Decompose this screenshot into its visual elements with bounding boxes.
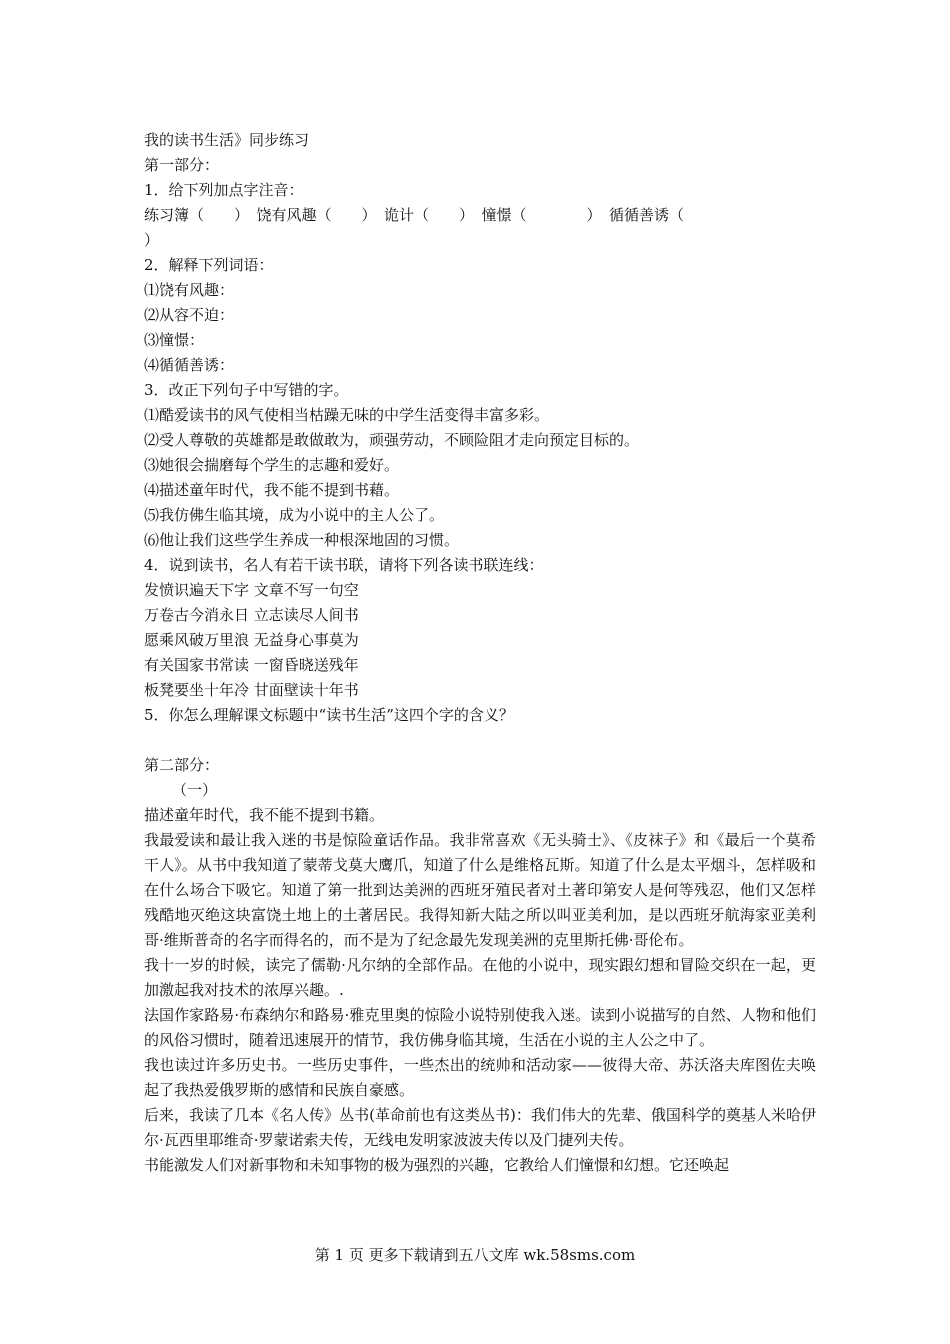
q5-prompt: 5．你怎么理解课文标题中“读书生活”这四个字的含义？	[144, 706, 514, 724]
blank-line	[144, 728, 816, 753]
q4-prompt: 4．说到读书，名人有若干读书联，请将下列各读书联连线：	[144, 556, 544, 574]
section-number: （一）	[172, 781, 218, 799]
reading-paragraph: 描述童年时代，我不能不提到书籍。	[144, 806, 385, 824]
reading-paragraph: 我十一岁的时候，读完了儒勒·凡尔纳的全部作品。在他的小说中，现实跟幻想和冒险交织在一起，更加激起我对技术的浓厚兴趣。.	[144, 956, 816, 999]
document-title: 我的读书生活》同步练习	[144, 131, 310, 149]
part2-heading: 第二部分：	[144, 756, 220, 774]
q2-item: ⑴饶有风趣：	[144, 281, 235, 299]
q3-item: ⑶她很会揣磨每个学生的志趣和爱好。	[144, 456, 400, 474]
q3-item: ⑴酷爱读书的风气使相当枯躁无味的中学生活变得丰富多彩。	[144, 406, 550, 424]
reading-paragraph: 后来，我读了几本《名人传》丛书(革命前也有这类丛书)：我们伟大的先辈、俄国科学的奠基人米哈伊尔·瓦西里耶维奇·罗蒙诺索夫传，无线电发明家波波夫传以及门捷列夫传。	[144, 1106, 816, 1149]
q2-item: ⑵从容不迫：	[144, 306, 235, 324]
q1-prompt: 1．给下列加点字注音：	[144, 181, 304, 199]
q3-item: ⑵受人尊敬的英雄都是敢做敢为，顽强劳动，不顾险阻才走向预定目标的。	[144, 431, 640, 449]
reading-paragraph: 法国作家路易·布森纳尔和路易·雅克里奥的惊险小说特别使我入迷。读到小说描写的自然、人物和他们的风俗习惯时，随着迅速展开的情节，我仿佛身临其境，生活在小说的主人公之中了。	[144, 1006, 816, 1049]
q3-item: ⑸我仿佛生临其境，成为小说中的主人公了。	[144, 506, 445, 524]
q4-couplet: 板凳要坐十年冷 甘面壁读十年书	[144, 681, 359, 699]
reading-paragraph: 我最爱读和最让我入迷的书是惊险童话作品。我非常喜欢《无头骑士》、《皮袜子》和《最后一个莫希干人》。从书中我知道了蒙蒂戈莫大鹰爪，知道了什么是维格瓦斯。知道了什么是太平烟斗，怎样吸和在什么场合下吸它。知道了第一批到达美洲的西班牙殖民者对土著印第安人是何等残忍，他们又怎样残酷地灭绝这块富饶土地上的土著居民。我得知新大陆之所以叫亚美利加，是以西班牙航海家亚美利哥·维斯普奇的名字而得名的，而不是为了纪念最先发现美洲的克里斯托佛·哥伦布。	[144, 831, 816, 949]
reading-paragraph: 书能激发人们对新事物和未知事物的极为强烈的兴趣，它教给人们憧憬和幻想。它还唤起	[144, 1156, 730, 1174]
q4-couplet: 愿乘风破万里浪 无益身心事莫为	[144, 631, 359, 649]
q3-item: ⑹他让我们这些学生养成一种根深地固的习惯。	[144, 531, 460, 549]
q1-items: 练习簿（ ） 饶有风趣（ ） 诡计（ ） 憧憬（ ） 循循善诱（	[144, 206, 685, 224]
q4-couplet: 发愤识遍天下字 文章不写一句空	[144, 581, 359, 599]
q3-item: ⑷描述童年时代，我不能不提到书藉。	[144, 481, 400, 499]
q2-item: ⑷循循善诱：	[144, 356, 235, 374]
reading-paragraph: 我也读过许多历史书。一些历史事件，一些杰出的统帅和活动家——彼得大帝、苏沃洛夫库图佐夫唤起了我热爱俄罗斯的感情和民族自豪感。	[144, 1056, 816, 1099]
page-footer: 第 1 页 更多下载请到五八文库 wk.58sms.com	[314, 1246, 636, 1264]
q2-item: ⑶憧憬：	[144, 331, 205, 349]
document-body	[144, 128, 816, 1178]
q3-prompt: 3．改正下列句子中写错的字。	[144, 381, 349, 399]
q1-items-wrap: ）	[144, 231, 160, 249]
q2-prompt: 2．解释下列词语：	[144, 256, 274, 274]
q4-couplet: 万卷古今消永日 立志读尽人间书	[144, 606, 359, 624]
part1-heading: 第一部分：	[144, 156, 220, 174]
q4-couplet: 有关国家书常读 一窗昏晓送残年	[144, 656, 359, 674]
